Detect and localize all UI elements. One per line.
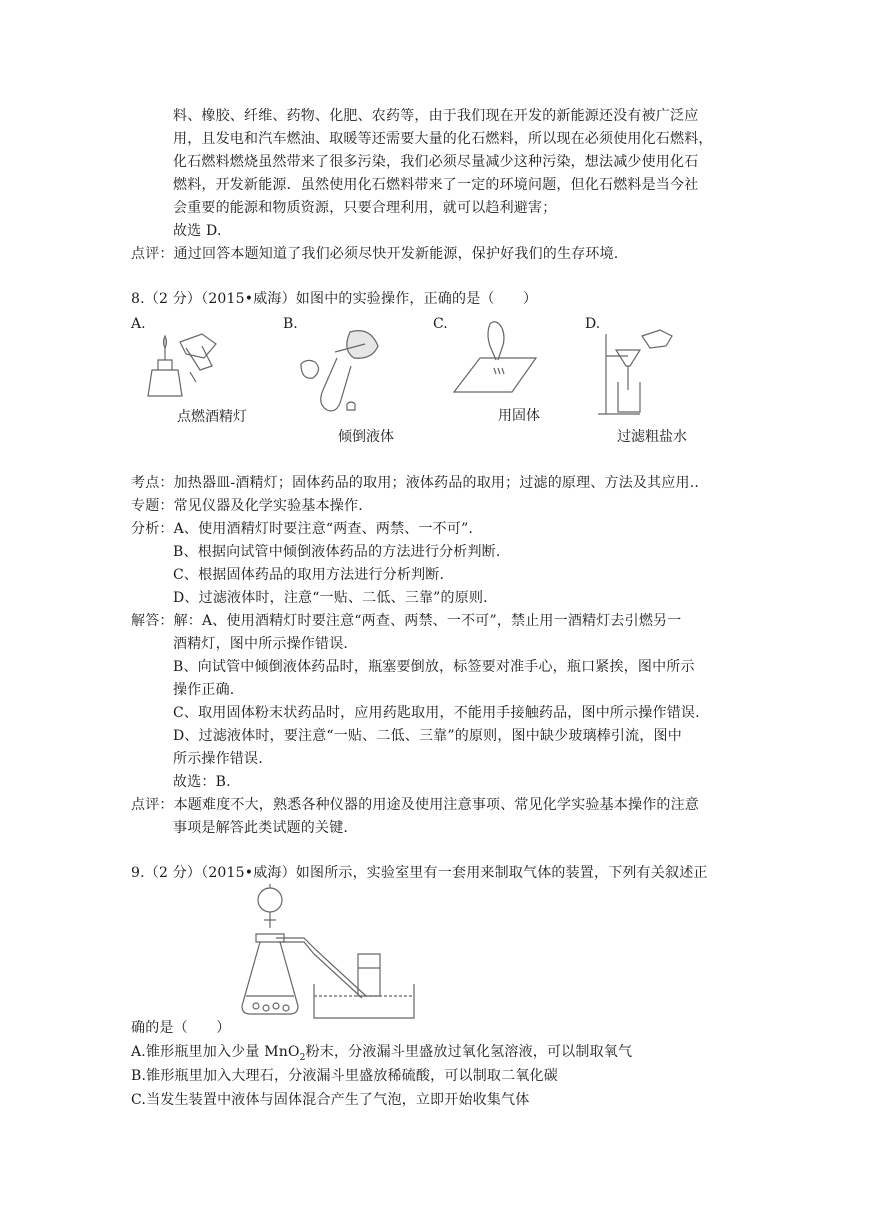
question-8-stem: 8.（2 分）（2015•威海）如图中的实验操作，正确的是（ ） (131, 291, 538, 307)
jieda-line: B、向试管中倾倒液体药品时，瓶塞要倒放，标签要对准手心，瓶口紧挨，图中所示 (173, 659, 695, 675)
option-a-sub: 2 (299, 1052, 306, 1063)
option-c-label: C. (433, 316, 448, 332)
paragraph-line: 料、橡胶、纤维、药物、化肥、农药等，由于我们现在开发的新能源还没有被广泛应 (173, 108, 699, 124)
option-b: B.锥形瓶里加入大理石，分液漏斗里盛放稀硫酸，可以制取二氧化碳 (131, 1068, 558, 1084)
option-a-pre: A.锥形瓶里加入少量 MnO (131, 1044, 300, 1060)
jieda-line: C、取用固体粉末状药品时，应用药匙取用，不能用手接触药品，图中所示操作错误. (173, 705, 700, 721)
paragraph-line: 用，且发电和汽车燃油、取暖等还需要大量的化石燃料，所以现在必须使用化石燃料， (173, 131, 713, 147)
pouring-liquid-figure (295, 322, 395, 422)
question-9-stem-cont: 确的是（ ） (131, 1020, 231, 1036)
option-a-post: 粉末，分液漏斗里盛放过氧化氢溶液，可以制取氧气 (305, 1044, 633, 1060)
answer-choice: 故选 D. (173, 223, 222, 239)
solid-handling-figure (450, 318, 540, 398)
zhuanti-line: 专题：常见仪器及化学实验基本操作. (131, 498, 363, 514)
paragraph-line: 会重要的能源和物质资源，只要合理利用，就可以趋利避害； (173, 200, 557, 216)
option-a-label: A. (131, 316, 146, 332)
fenxi-line: B、根据向试管中倾倒液体药品的方法进行分析判断. (173, 544, 501, 560)
question-9-stem: 9.（2 分）（2015•威海）如图所示，实验室里有一套用来制取气体的装置，下列有关叙述正 (131, 865, 708, 881)
jieda-line: D、过滤液体时，要注意“一贴、二低、三靠”的原则，图中缺少玻璃棒引流，图中 (173, 728, 682, 744)
paragraph-line: 燃料，开发新能源．虽然使用化石燃料带来了一定的环境问题，但化石燃料是当今社 (173, 177, 699, 193)
caption-a: 点燃酒精灯 (177, 409, 247, 425)
gas-apparatus-figure (236, 884, 446, 1024)
jieda-line: 所示操作错误. (173, 751, 263, 767)
fenxi-line: 分析：A、使用酒精灯时要注意“两查、两禁、一不可”. (131, 521, 474, 537)
option-a (131, 1043, 632, 1067)
jieda-line: 解答：解：A、使用酒精灯时要注意“两查、两禁、一不可”，禁止用一酒精灯去引燃另一 (131, 613, 682, 629)
filtration-figure (596, 324, 686, 419)
fenxi-line: D、过滤液体时，注意“一贴、二低、三靠”的原则. (173, 590, 488, 606)
jieda-line: 故选：B. (173, 774, 231, 790)
jieda-line: 操作正确. (173, 682, 235, 698)
dianping-line: 事项是解答此类试题的关键. (173, 820, 349, 836)
dianping-line: 点评：本题难度不大，熟悉各种仪器的用途及使用注意事项、常见化学实验基本操作的注意 (131, 797, 699, 813)
fenxi-line: C、根据固体药品的取用方法进行分析判断. (173, 567, 445, 583)
option-c: C.当发生装置中液体与固体混合产生了气泡，立即开始收集气体 (131, 1092, 530, 1108)
kaodian-line: 考点：加热器皿-酒精灯；固体药品的取用；液体药品的取用；过滤的原理、方法及其应用.. (131, 475, 700, 491)
caption-d: 过滤粗盐水 (617, 429, 687, 445)
comment-line: 点评：通过回答本题知道了我们必须尽快开发新能源，保护好我们的生存环境. (131, 246, 619, 262)
caption-b: 倾倒液体 (338, 429, 394, 445)
option-d-label: D. (585, 316, 601, 332)
option-b-label: B. (283, 316, 298, 332)
caption-c: 用固体 (498, 408, 540, 424)
paragraph-line: 化石燃料燃烧虽然带来了很多污染，我们必须尽量减少这种污染，想法减少使用化石 (173, 154, 699, 170)
alcohol-lamp-figure (140, 330, 230, 402)
jieda-line: 酒精灯，图中所示操作错误. (173, 636, 349, 652)
